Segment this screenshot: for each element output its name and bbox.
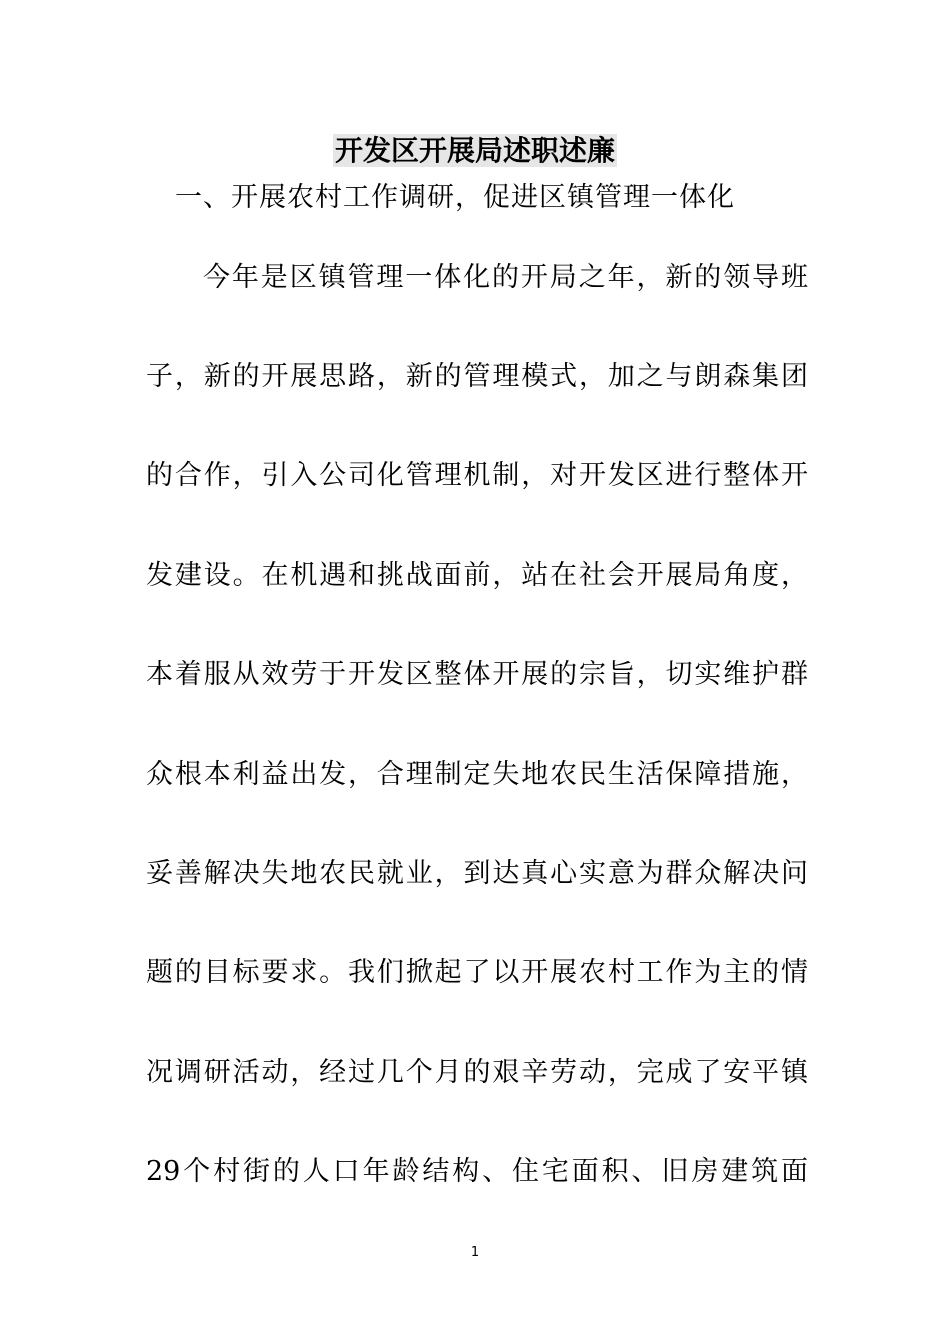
paragraph-line: 况调研活动，经过几个月的艰辛劳动，完成了安平镇	[146, 1057, 808, 1088]
paragraph-line: 题的目标要求。我们掀起了以开展农村工作为主的情	[146, 957, 808, 988]
paragraph-line: 妥善解决失地农民就业，到达真心实意为群众解决问	[146, 858, 808, 889]
page-number: 1	[470, 1245, 480, 1260]
section-heading: 一、开展农村工作调研，促进区镇管理一体化	[175, 182, 735, 213]
paragraph-line: 今年是区镇管理一体化的开局之年，新的领导班	[203, 262, 808, 293]
paragraph-line: 本着服从效劳于开发区整体开展的宗旨，切实维护群	[146, 659, 808, 690]
paragraph-line: 的合作，引入公司化管理机制，对开发区进行整体开	[146, 460, 808, 491]
paragraph-line: 子，新的开展思路，新的管理模式，加之与朗森集团	[146, 361, 808, 392]
document-title	[0, 131, 950, 171]
document-title-text: 开发区开展局述职述廉	[334, 134, 615, 167]
paragraph-line: 众根本利益出发，合理制定失地农民生活保障措施，	[146, 759, 808, 790]
paragraph-line: 29个村街的人口年龄结构、住宅面积、旧房建筑面	[146, 1156, 808, 1187]
paragraph-line: 发建设。在机遇和挑战面前，站在社会开展局角度，	[146, 560, 808, 591]
